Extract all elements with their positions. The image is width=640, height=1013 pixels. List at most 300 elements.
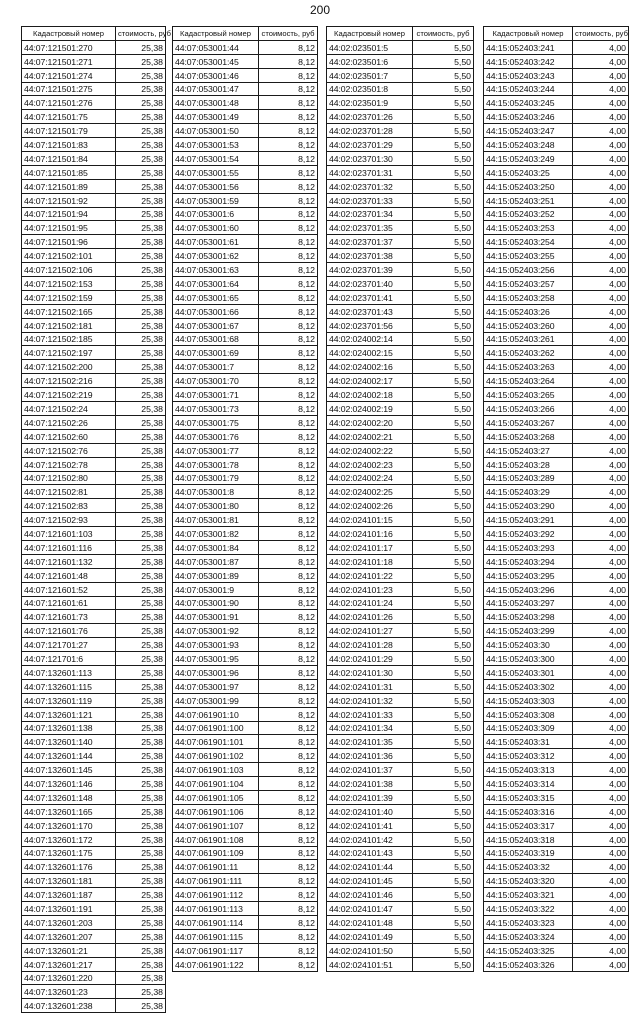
price-cell: 8,12	[259, 818, 318, 832]
price-cell: 25,38	[116, 763, 166, 777]
price-cell: 8,12	[259, 346, 318, 360]
cadastral-number-cell: 44:07:053001:64	[173, 277, 259, 291]
price-cell: 8,12	[259, 388, 318, 402]
table-row	[173, 888, 318, 902]
price-cell: 8,12	[259, 596, 318, 610]
cadastral-number-cell: 44:02:024101:39	[327, 790, 413, 804]
price-cell: 4,00	[573, 610, 629, 624]
cadastral-number-cell: 44:07:053001:84	[173, 540, 259, 554]
cadastral-number-cell: 44:07:121502:185	[22, 332, 116, 346]
table-row	[327, 221, 474, 235]
price-cell: 25,38	[116, 610, 166, 624]
cadastral-number-cell: 44:15:052403:246	[484, 110, 573, 124]
price-cell: 25,38	[116, 999, 166, 1013]
price-cell: 25,38	[116, 596, 166, 610]
table-row	[484, 318, 629, 332]
price-cell: 8,12	[259, 443, 318, 457]
table-row	[22, 346, 166, 360]
cadastral-number-cell: 44:15:052403:260	[484, 318, 573, 332]
cadastral-number-cell: 44:02:023501:6	[327, 54, 413, 68]
price-cell: 25,38	[116, 749, 166, 763]
cadastral-number-cell: 44:07:132601:144	[22, 749, 116, 763]
table-row	[484, 763, 629, 777]
table-row	[22, 624, 166, 638]
table-row	[22, 832, 166, 846]
table-row	[327, 916, 474, 930]
cadastral-number-cell: 44:07:121501:271	[22, 54, 116, 68]
table-row	[22, 582, 166, 596]
table-row	[484, 624, 629, 638]
cadastral-number-cell: 44:15:052403:32	[484, 860, 573, 874]
price-cell: 4,00	[573, 443, 629, 457]
cadastral-number-cell: 44:15:052403:245	[484, 96, 573, 110]
header-price: стоимость, руб	[413, 27, 474, 41]
price-cell: 5,50	[413, 68, 474, 82]
price-cell: 5,50	[413, 374, 474, 388]
cadastral-number-cell: 44:15:052403:31	[484, 735, 573, 749]
table-row	[484, 165, 629, 179]
table-row	[327, 471, 474, 485]
cadastral-number-cell: 44:15:052403:262	[484, 346, 573, 360]
cadastral-number-cell: 44:15:052403:325	[484, 943, 573, 957]
table-row	[173, 471, 318, 485]
header-price: стоимость, руб	[573, 27, 629, 41]
table-row	[484, 221, 629, 235]
table-row	[484, 527, 629, 541]
cadastral-number-cell: 44:07:061901:113	[173, 902, 259, 916]
price-cell: 5,50	[413, 735, 474, 749]
cadastral-number-cell: 44:15:052403:248	[484, 138, 573, 152]
cadastral-number-cell: 44:07:132601:121	[22, 707, 116, 721]
cadastral-number-cell: 44:07:121501:96	[22, 235, 116, 249]
price-cell: 4,00	[573, 916, 629, 930]
price-cell: 5,50	[413, 124, 474, 138]
table-row	[173, 388, 318, 402]
price-cell: 25,38	[116, 54, 166, 68]
table-row	[327, 138, 474, 152]
table-row	[22, 679, 166, 693]
cadastral-number-cell: 44:07:053001:79	[173, 471, 259, 485]
cadastral-number-cell: 44:07:121601:132	[22, 554, 116, 568]
cadastral-number-cell: 44:07:061901:117	[173, 943, 259, 957]
table-row	[22, 68, 166, 82]
cadastral-number-cell: 44:15:052403:257	[484, 277, 573, 291]
table-row	[22, 82, 166, 96]
price-cell: 4,00	[573, 902, 629, 916]
cadastral-number-cell: 44:07:053001:82	[173, 527, 259, 541]
cadastral-table-1	[21, 26, 171, 1013]
price-cell: 4,00	[573, 318, 629, 332]
table-row	[22, 527, 166, 541]
cadastral-table-4	[483, 26, 629, 972]
cadastral-number-cell: 44:07:132601:181	[22, 874, 116, 888]
cadastral-number-cell: 44:07:132601:145	[22, 763, 116, 777]
price-cell: 5,50	[413, 818, 474, 832]
price-cell: 4,00	[573, 749, 629, 763]
cadastral-number-cell: 44:07:061901:115	[173, 929, 259, 943]
price-cell: 25,38	[116, 124, 166, 138]
table-row	[22, 193, 166, 207]
price-cell: 5,50	[413, 721, 474, 735]
cadastral-number-cell: 44:15:052403:322	[484, 902, 573, 916]
price-cell: 8,12	[259, 610, 318, 624]
table-row	[22, 249, 166, 263]
price-cell: 8,12	[259, 735, 318, 749]
table-row	[22, 929, 166, 943]
table-row	[327, 693, 474, 707]
cadastral-number-cell: 44:07:061901:11	[173, 860, 259, 874]
table-row	[327, 846, 474, 860]
price-cell: 25,38	[116, 540, 166, 554]
table-row	[327, 152, 474, 166]
cadastral-number-cell: 44:07:053001:55	[173, 165, 259, 179]
cadastral-number-cell: 44:15:052403:317	[484, 818, 573, 832]
table-row	[327, 818, 474, 832]
price-cell: 4,00	[573, 54, 629, 68]
cadastral-number-cell: 44:07:061901:112	[173, 888, 259, 902]
cadastral-number-cell: 44:15:052403:294	[484, 554, 573, 568]
cadastral-number-cell: 44:15:052403:263	[484, 360, 573, 374]
cadastral-number-cell: 44:15:052403:292	[484, 527, 573, 541]
cadastral-number-cell: 44:07:053001:46	[173, 68, 259, 82]
price-cell: 25,38	[116, 485, 166, 499]
cadastral-number-cell: 44:02:024101:46	[327, 888, 413, 902]
cadastral-number-cell: 44:07:053001:93	[173, 638, 259, 652]
table-row	[173, 943, 318, 957]
table-row	[327, 527, 474, 541]
price-cell: 25,38	[116, 235, 166, 249]
price-cell: 25,38	[116, 624, 166, 638]
cadastral-number-cell: 44:15:052403:26	[484, 304, 573, 318]
cadastral-number-cell: 44:02:023701:35	[327, 221, 413, 235]
table-row	[173, 527, 318, 541]
price-cell: 8,12	[259, 554, 318, 568]
cadastral-number-cell: 44:02:024002:17	[327, 374, 413, 388]
cadastral-number-cell: 44:02:024002:20	[327, 415, 413, 429]
price-cell: 8,12	[259, 527, 318, 541]
price-cell: 25,38	[116, 138, 166, 152]
cadastral-number-cell: 44:07:053001:90	[173, 596, 259, 610]
table-row	[173, 735, 318, 749]
price-cell: 4,00	[573, 82, 629, 96]
table-row	[484, 179, 629, 193]
table-row	[327, 707, 474, 721]
price-cell: 25,38	[116, 68, 166, 82]
price-cell: 8,12	[259, 82, 318, 96]
table-row	[173, 304, 318, 318]
price-cell: 8,12	[259, 471, 318, 485]
cadastral-number-cell: 44:07:121501:89	[22, 179, 116, 193]
table-row	[173, 263, 318, 277]
price-cell: 4,00	[573, 179, 629, 193]
cadastral-number-cell: 44:02:023701:34	[327, 207, 413, 221]
cadastral-number-cell: 44:15:052403:258	[484, 290, 573, 304]
cadastral-number-cell: 44:15:052403:323	[484, 916, 573, 930]
table-row	[484, 721, 629, 735]
table-row	[327, 679, 474, 693]
table-row	[327, 374, 474, 388]
price-cell: 25,38	[116, 527, 166, 541]
cadastral-number-cell: 44:07:121502:81	[22, 485, 116, 499]
price-cell: 8,12	[259, 860, 318, 874]
table-row	[327, 874, 474, 888]
table-row	[22, 388, 166, 402]
cadastral-number-cell: 44:02:024101:16	[327, 527, 413, 541]
cadastral-number-cell: 44:07:121502:106	[22, 263, 116, 277]
price-cell: 8,12	[259, 179, 318, 193]
cadastral-number-cell: 44:15:052403:297	[484, 596, 573, 610]
cadastral-number-cell: 44:07:121502:78	[22, 457, 116, 471]
cadastral-number-cell: 44:02:024002:16	[327, 360, 413, 374]
table-row	[327, 68, 474, 82]
cadastral-number-cell: 44:15:052403:314	[484, 777, 573, 791]
price-cell: 5,50	[413, 179, 474, 193]
table-row	[484, 902, 629, 916]
table-row	[173, 138, 318, 152]
table-row	[327, 290, 474, 304]
price-cell: 5,50	[413, 457, 474, 471]
price-cell: 4,00	[573, 360, 629, 374]
table-row	[484, 707, 629, 721]
cadastral-number-cell: 44:07:132601:220	[22, 971, 116, 985]
table-row	[484, 777, 629, 791]
price-cell: 5,50	[413, 207, 474, 221]
table-row	[327, 304, 474, 318]
price-cell: 5,50	[413, 596, 474, 610]
table-row	[484, 40, 629, 54]
price-cell: 5,50	[413, 763, 474, 777]
price-cell: 4,00	[573, 638, 629, 652]
price-cell: 5,50	[413, 513, 474, 527]
cadastral-number-cell: 44:15:052403:308	[484, 707, 573, 721]
price-cell: 25,38	[116, 665, 166, 679]
table-row	[327, 318, 474, 332]
cadastral-number-cell: 44:02:023501:7	[327, 68, 413, 82]
price-cell: 8,12	[259, 888, 318, 902]
cadastral-number-cell: 44:07:121501:275	[22, 82, 116, 96]
table-row	[173, 957, 318, 971]
cadastral-number-cell: 44:07:053001:70	[173, 374, 259, 388]
cadastral-number-cell: 44:15:052403:30	[484, 638, 573, 652]
price-cell: 4,00	[573, 679, 629, 693]
cadastral-number-cell: 44:07:053001:68	[173, 332, 259, 346]
cadastral-number-cell: 44:02:023701:29	[327, 138, 413, 152]
price-cell: 5,50	[413, 221, 474, 235]
cadastral-number-cell: 44:15:052403:320	[484, 874, 573, 888]
price-cell: 25,38	[116, 360, 166, 374]
price-cell: 5,50	[413, 582, 474, 596]
table-row	[327, 360, 474, 374]
table-row	[484, 582, 629, 596]
price-cell: 5,50	[413, 96, 474, 110]
price-cell: 25,38	[116, 263, 166, 277]
cadastral-number-cell: 44:02:024101:35	[327, 735, 413, 749]
price-cell: 8,12	[259, 138, 318, 152]
table-row	[22, 610, 166, 624]
cadastral-number-cell: 44:15:052403:319	[484, 846, 573, 860]
cadastral-number-cell: 44:15:052403:316	[484, 804, 573, 818]
table-row	[22, 846, 166, 860]
price-cell: 5,50	[413, 624, 474, 638]
table-row	[327, 249, 474, 263]
price-cell: 8,12	[259, 374, 318, 388]
price-cell: 8,12	[259, 582, 318, 596]
cadastral-number-cell: 44:07:121502:216	[22, 374, 116, 388]
table-row	[484, 957, 629, 971]
table-row	[484, 207, 629, 221]
price-cell: 5,50	[413, 165, 474, 179]
table-row	[22, 971, 166, 985]
price-cell: 4,00	[573, 818, 629, 832]
table-row	[173, 40, 318, 54]
price-cell: 25,38	[116, 832, 166, 846]
table-row	[173, 124, 318, 138]
cadastral-number-cell: 44:07:053001:80	[173, 499, 259, 513]
cadastral-number-cell: 44:07:121701:6	[22, 652, 116, 666]
cadastral-number-cell: 44:15:052403:29	[484, 485, 573, 499]
price-cell: 25,38	[116, 554, 166, 568]
cadastral-number-cell: 44:07:121601:76	[22, 624, 116, 638]
cadastral-number-cell: 44:02:024002:14	[327, 332, 413, 346]
cadastral-number-cell: 44:07:121501:274	[22, 68, 116, 82]
price-cell: 8,12	[259, 429, 318, 443]
price-cell: 4,00	[573, 527, 629, 541]
table-row	[22, 957, 166, 971]
table-row	[327, 596, 474, 610]
cadastral-number-cell: 44:07:132601:175	[22, 846, 116, 860]
cadastral-number-cell: 44:07:132601:191	[22, 902, 116, 916]
table-row	[484, 874, 629, 888]
price-cell: 5,50	[413, 360, 474, 374]
table-row	[22, 457, 166, 471]
table-row	[173, 818, 318, 832]
price-cell: 25,38	[116, 874, 166, 888]
table-row	[22, 652, 166, 666]
cadastral-number-cell: 44:07:053001:61	[173, 235, 259, 249]
cadastral-number-cell: 44:07:121501:276	[22, 96, 116, 110]
table-row	[173, 290, 318, 304]
cadastral-number-cell: 44:07:061901:105	[173, 790, 259, 804]
cadastral-number-cell: 44:07:053001:6	[173, 207, 259, 221]
price-cell: 8,12	[259, 152, 318, 166]
price-cell: 8,12	[259, 124, 318, 138]
table-row	[327, 638, 474, 652]
price-cell: 8,12	[259, 804, 318, 818]
header-cadastral-number: Кадастровый номер	[22, 27, 116, 41]
price-cell: 4,00	[573, 152, 629, 166]
table-row	[22, 513, 166, 527]
price-cell: 8,12	[259, 290, 318, 304]
cadastral-number-cell: 44:15:052403:251	[484, 193, 573, 207]
cadastral-number-cell: 44:07:053001:77	[173, 443, 259, 457]
cadastral-number-cell: 44:02:024101:23	[327, 582, 413, 596]
cadastral-number-cell: 44:07:061901:101	[173, 735, 259, 749]
cadastral-number-cell: 44:07:121501:270	[22, 40, 116, 54]
price-cell: 4,00	[573, 346, 629, 360]
cadastral-number-cell: 44:02:023701:41	[327, 290, 413, 304]
cadastral-number-cell: 44:15:052403:256	[484, 263, 573, 277]
cadastral-number-cell: 44:02:024101:24	[327, 596, 413, 610]
cadastral-number-cell: 44:02:024002:21	[327, 429, 413, 443]
price-cell: 5,50	[413, 388, 474, 402]
table-row	[173, 846, 318, 860]
cadastral-number-cell: 44:07:132601:165	[22, 804, 116, 818]
table-row	[173, 513, 318, 527]
cadastral-number-cell: 44:02:024101:30	[327, 665, 413, 679]
price-cell: 8,12	[259, 832, 318, 846]
table-row	[22, 485, 166, 499]
price-cell: 8,12	[259, 846, 318, 860]
table-row	[327, 388, 474, 402]
price-cell: 8,12	[259, 624, 318, 638]
table-row	[173, 207, 318, 221]
price-cell: 25,38	[116, 902, 166, 916]
cadastral-number-cell: 44:07:053001:66	[173, 304, 259, 318]
price-cell: 8,12	[259, 652, 318, 666]
table-row	[484, 124, 629, 138]
price-cell: 4,00	[573, 332, 629, 346]
table-row	[484, 346, 629, 360]
cadastral-number-cell: 44:07:121601:48	[22, 568, 116, 582]
price-cell: 4,00	[573, 943, 629, 957]
cadastral-number-cell: 44:07:053001:8	[173, 485, 259, 499]
table-row	[327, 235, 474, 249]
price-cell: 4,00	[573, 374, 629, 388]
price-cell: 4,00	[573, 138, 629, 152]
price-cell: 8,12	[259, 916, 318, 930]
cadastral-number-cell: 44:02:024101:15	[327, 513, 413, 527]
price-cell: 25,38	[116, 929, 166, 943]
table-row	[173, 277, 318, 291]
cadastral-number-cell: 44:07:053001:96	[173, 665, 259, 679]
cadastral-number-cell: 44:02:024002:25	[327, 485, 413, 499]
table-row	[484, 485, 629, 499]
price-cell: 5,50	[413, 415, 474, 429]
cadastral-number-cell: 44:07:053001:99	[173, 693, 259, 707]
table-row	[22, 721, 166, 735]
table-row	[22, 124, 166, 138]
table-row	[484, 916, 629, 930]
cadastral-number-cell: 44:07:121601:73	[22, 610, 116, 624]
cadastral-number-cell: 44:02:023701:40	[327, 277, 413, 291]
cadastral-number-cell: 44:15:052403:313	[484, 763, 573, 777]
price-cell: 5,50	[413, 665, 474, 679]
cadastral-number-cell: 44:15:052403:243	[484, 68, 573, 82]
table-row	[22, 902, 166, 916]
cadastral-number-cell: 44:07:053001:62	[173, 249, 259, 263]
cadastral-number-cell: 44:15:052403:261	[484, 332, 573, 346]
cadastral-number-cell: 44:15:052403:298	[484, 610, 573, 624]
cadastral-number-cell: 44:15:052403:300	[484, 652, 573, 666]
price-cell: 4,00	[573, 707, 629, 721]
price-cell: 25,38	[116, 804, 166, 818]
price-cell: 4,00	[573, 540, 629, 554]
cadastral-number-cell: 44:02:024101:22	[327, 568, 413, 582]
cadastral-number-cell: 44:07:061901:108	[173, 832, 259, 846]
cadastral-number-cell: 44:02:023501:9	[327, 96, 413, 110]
cadastral-number-cell: 44:02:023701:56	[327, 318, 413, 332]
table-row	[484, 193, 629, 207]
cadastral-table-2	[172, 26, 318, 972]
cadastral-number-cell: 44:07:061901:109	[173, 846, 259, 860]
cadastral-number-cell: 44:07:053001:50	[173, 124, 259, 138]
cadastral-number-cell: 44:15:052403:266	[484, 402, 573, 416]
cadastral-number-cell: 44:07:053001:9	[173, 582, 259, 596]
cadastral-number-cell: 44:07:053001:89	[173, 568, 259, 582]
price-cell: 5,50	[413, 110, 474, 124]
table-row	[173, 679, 318, 693]
price-cell: 4,00	[573, 888, 629, 902]
